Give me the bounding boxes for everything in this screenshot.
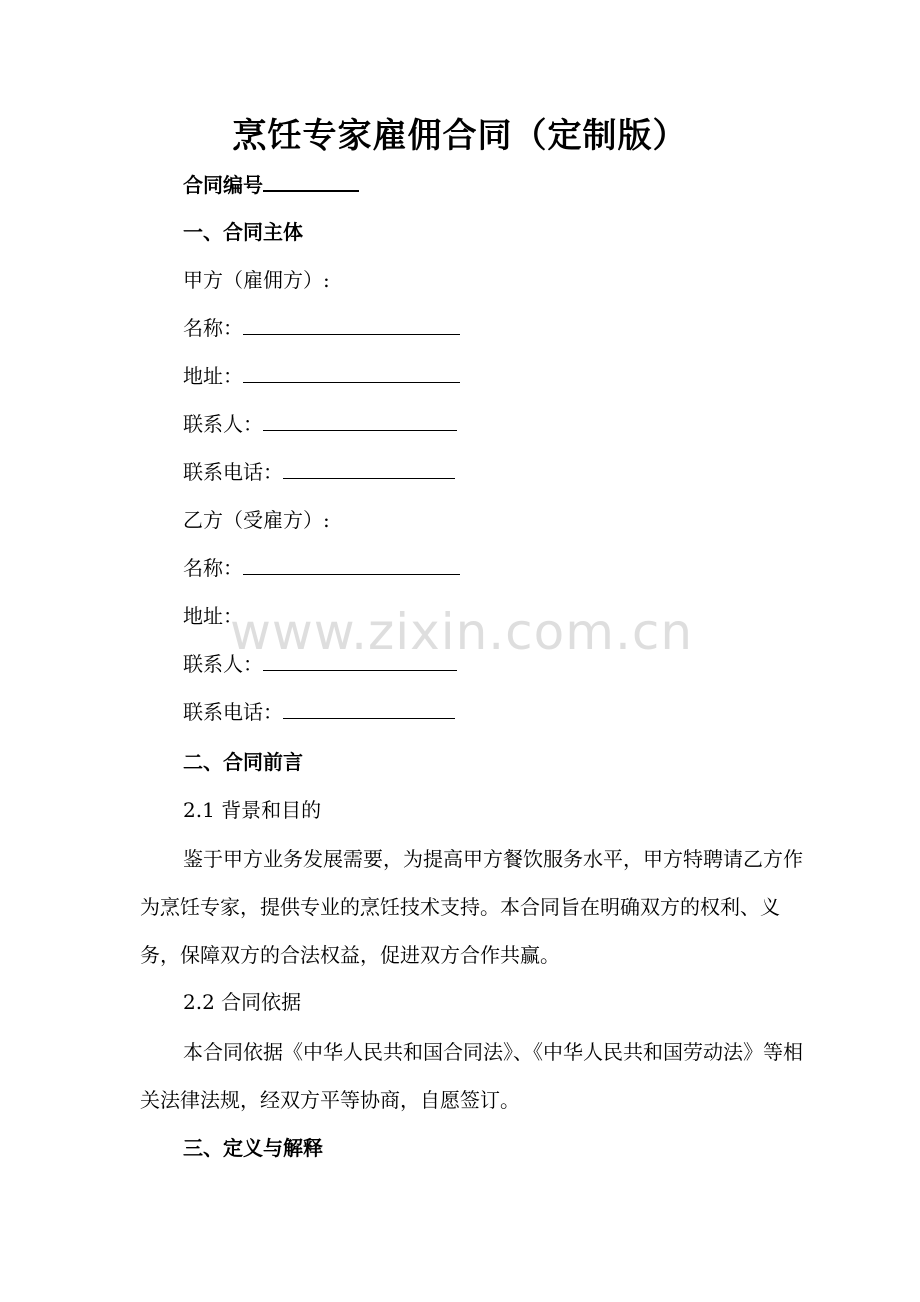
party-a-name-blank xyxy=(243,314,460,335)
party-a-phone-blank xyxy=(283,458,455,479)
party-a-phone-label: 联系电话： xyxy=(183,460,283,484)
party-a-name-line xyxy=(183,314,460,342)
subsection-2-2-title: 2.2 合同依据 xyxy=(183,990,302,1014)
section2-heading: 二、合同前言 xyxy=(183,750,303,774)
party-a-name-label: 名称： xyxy=(183,316,243,340)
party-a-address-line xyxy=(183,362,460,390)
party-b-address-label: 地址： xyxy=(183,604,243,628)
party-b-label: 乙方（受雇方）: xyxy=(183,508,330,532)
contract-number-blank xyxy=(263,170,359,192)
party-b-phone-blank xyxy=(283,698,455,719)
party-b-name-label: 名称： xyxy=(183,556,243,580)
section1-heading: 一、合同主体 xyxy=(183,220,303,244)
subsection-2-1-title: 2.1 背景和目的 xyxy=(183,798,322,822)
party-a-label: 甲方（雇佣方）: xyxy=(183,268,330,292)
document-title: 烹饪专家雇佣合同（定制版） xyxy=(232,116,688,156)
party-a-address-label: 地址： xyxy=(183,364,243,388)
section3-heading: 三、定义与解释 xyxy=(183,1136,323,1160)
watermark: www.zixin.com.cn xyxy=(230,603,694,661)
party-b-phone-label: 联系电话： xyxy=(183,700,283,724)
party-a-contact-label: 联系人： xyxy=(183,412,263,436)
party-b-contact-label: 联系人： xyxy=(183,652,263,676)
party-b-name-line xyxy=(183,554,460,582)
party-a-address-blank xyxy=(243,362,460,383)
party-a-contact-blank xyxy=(263,410,457,431)
party-a-phone-line xyxy=(183,458,455,486)
subsection-2-2-text: 本合同依据《中华人民共和国合同法》、《中华人民共和国劳动法》等相关法律法规，经双方平等协商，自愿签订。 xyxy=(140,1040,803,1112)
subsection-2-1-text: 鉴于甲方业务发展需要，为提高甲方餐饮服务水平，甲方特聘请乙方作为烹饪专家，提供专业的烹饪技术支持。本合同旨在明确双方的权利、义务，保障双方的合法权益，促进双方合作共赢。 xyxy=(140,847,803,967)
contract-number-line xyxy=(183,170,359,199)
party-b-phone-line xyxy=(183,698,455,726)
party-a-contact-line xyxy=(183,410,457,438)
party-b-name-blank xyxy=(243,554,460,575)
contract-number-label: 合同编号 xyxy=(183,173,263,197)
